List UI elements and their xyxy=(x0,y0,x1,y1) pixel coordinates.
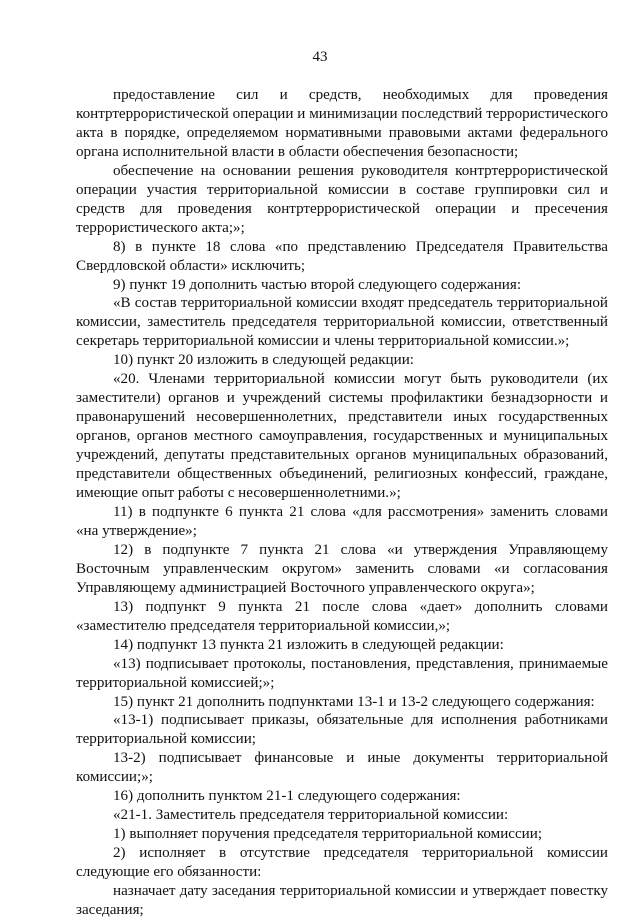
paragraph: 13-2) подписывает финансовые и иные документы территориальной комиссии;»; xyxy=(76,750,608,786)
paragraph: 12) в подпункте 7 пункта 21 слова «и утверждения Управляющему Восточным управленческим округом» заменить словами «и согласования Управляющему администрацией Восточного управленческого округа»; xyxy=(76,541,608,596)
paragraph: 8) в пункте 18 слова «по представлению Председателя Правительства Свердловской области» исключить; xyxy=(76,238,608,274)
paragraph: 16) дополнить пунктом 21-1 следующего содержания: xyxy=(113,788,461,805)
paragraph: «13-1) подписывает приказы, обязательные для исполнения работниками территориальной комиссии; xyxy=(76,712,608,748)
paragraph: 14) подпункт 13 пункта 21 изложить в следующей редакции: xyxy=(113,636,504,653)
paragraph: обеспечение на основании решения руководителя контртеррористической операции участия территориальной комиссии в составе группировки сил и средств для проведения контртеррористической операции и пресечения террористического акта;»; xyxy=(76,162,608,236)
paragraph: 1) выполняет поручения председателя территориальной комиссии; xyxy=(113,826,543,843)
paragraph: 2) исполняет в отсутствие председателя территориальной комиссии следующие его обязанности: xyxy=(76,845,608,881)
paragraph: «21-1. Заместитель председателя территориальной комиссии: xyxy=(113,807,509,824)
page-number: 43 xyxy=(312,49,328,65)
paragraph: назначает дату заседания территориальной комиссии и утверждает повестку заседания; xyxy=(76,883,608,918)
document-body xyxy=(76,86,608,920)
paragraph: 15) пункт 21 дополнить подпунктами 13-1 и 13-2 следующего содержания: xyxy=(113,693,595,710)
paragraph: 13) подпункт 9 пункта 21 после слова «дает» дополнить словами «заместителю председателя территориальной комиссии,»; xyxy=(76,598,608,634)
paragraph: 9) пункт 19 дополнить частью второй следующего содержания: xyxy=(113,276,522,293)
paragraph: «13) подписывает протоколы, постановления, представления, принимаемые территориальной комиссией;»; xyxy=(76,655,608,691)
paragraph: «В состав территориальной комиссии входят председатель территориальной комиссии, заместитель председателя территориальной комиссии, ответственный секретарь территориальной комиссии и члены территориальной комиссии.»; xyxy=(76,295,608,350)
paragraph: 10) пункт 20 изложить в следующей редакции: xyxy=(113,352,414,369)
paragraph: «20. Членами территориальной комиссии могут быть руководители (их заместители) органов и учреждений системы профилактики безнадзорности и правонарушений несовершеннолетних, представители иных государственных органов, органов местного самоуправления, государственных и муниципальных учреждений, депутаты представительных органов муниципальных образований, представители общественных объединений, религиозных конфессий, граждане, имеющие опыт работы с несовершеннолетними.»; xyxy=(76,371,608,502)
paragraph: 11) в подпункте 6 пункта 21 слова «для рассмотрения» заменить словами «на утверждение»; xyxy=(76,503,608,539)
paragraph: предоставление сил и средств, необходимых для проведения контртеррористической операции и минимизации последствий террористического акта в порядке, определяемом нормативными правовыми актами федерального органа исполнительной власти в области обеспечения безопасности; xyxy=(76,87,608,160)
